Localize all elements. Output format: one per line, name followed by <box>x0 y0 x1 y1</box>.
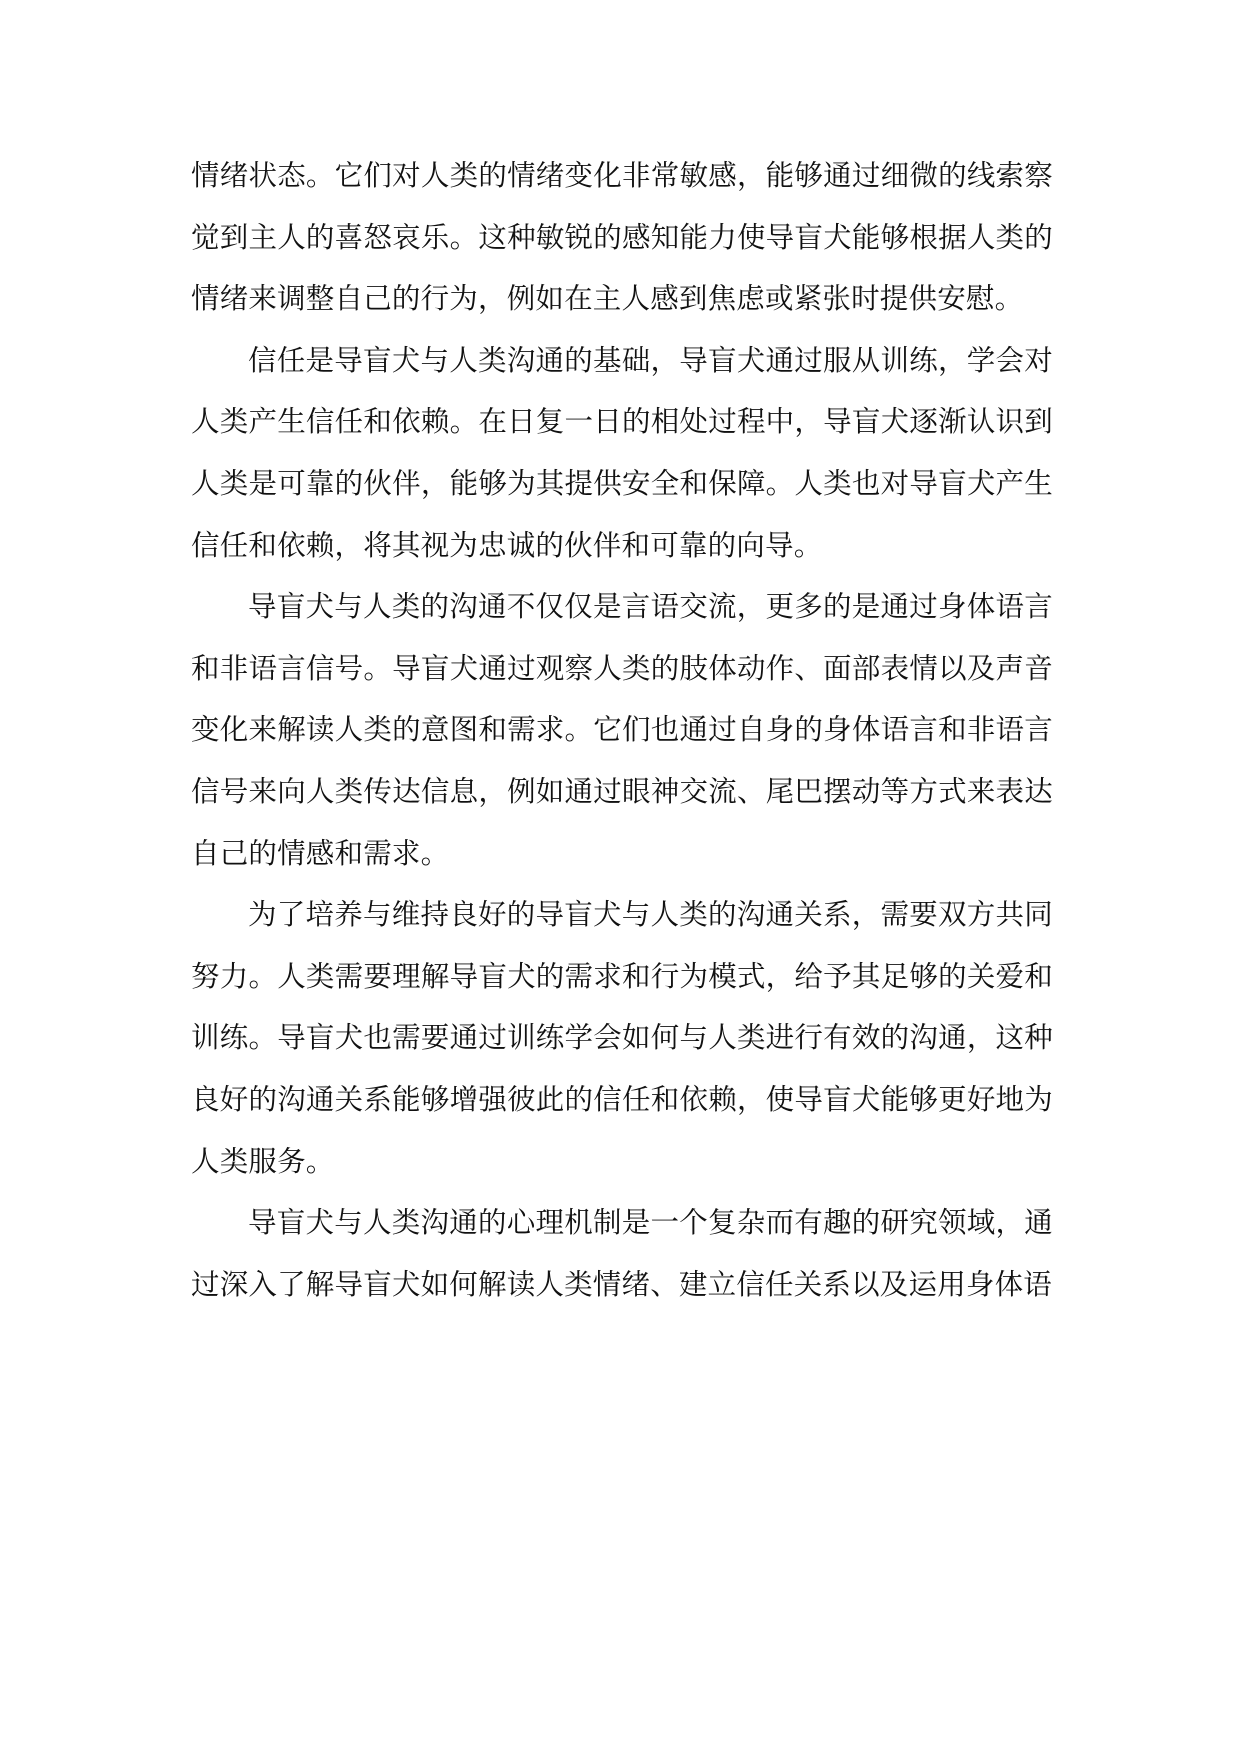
body-text <box>191 145 1053 1315</box>
paragraph-4: 为了培养与维持良好的导盲犬与人类的沟通关系，需要双方共同努力。人类需要理解导盲犬的需求和行为模式，给予其足够的关爱和训练。导盲犬也需要通过训练学会如何与人类进行有效的沟通，这种良好的沟通关系能够增强彼此的信任和依赖，使导盲犬能够更好地为人类服务。 <box>191 898 1053 1178</box>
paragraph-3: 导盲犬与人类的沟通不仅仅是言语交流，更多的是通过身体语言和非语言信号。导盲犬通过观察人类的肢体动作、面部表情以及声音变化来解读人类的意图和需求。它们也通过自身的身体语言和非语言信号来向人类传达信息，例如通过眼神交流、尾巴摆动等方式来表达自己的情感和需求。 <box>191 590 1053 870</box>
paragraph-1: 情绪状态。它们对人类的情绪变化非常敏感，能够通过细微的线索察觉到主人的喜怒哀乐。这种敏锐的感知能力使导盲犬能够根据人类的情绪来调整自己的行为，例如在主人感到焦虑或紧张时提供安慰。 <box>191 159 1053 316</box>
paragraph-2: 信任是导盲犬与人类沟通的基础，导盲犬通过服从训练，学会对人类产生信任和依赖。在日复一日的相处过程中，导盲犬逐渐认识到人类是可靠的伙伴，能够为其提供安全和保障。人类也对导盲犬产生信任和依赖，将其视为忠诚的伙伴和可靠的向导。 <box>191 343 1053 562</box>
paragraph-5: 导盲犬与人类沟通的心理机制是一个复杂而有趣的研究领域，通过深入了解导盲犬如何解读人类情绪、建立信任关系以及运用身体语 <box>191 1206 1053 1301</box>
